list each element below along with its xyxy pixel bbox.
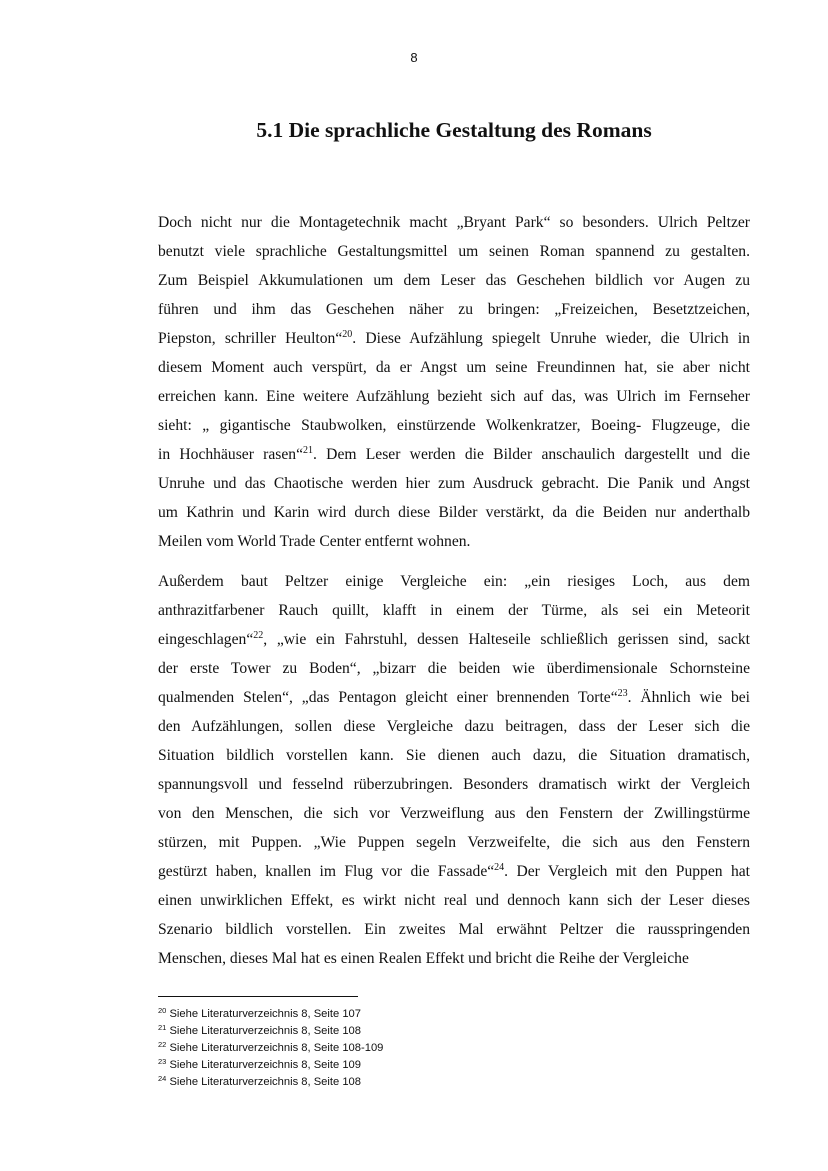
- text-line: [158, 596, 750, 625]
- text-line: [158, 527, 750, 556]
- text-line: [158, 324, 750, 353]
- text-line: [158, 712, 750, 741]
- line-text: benutzt viele sprachliche Gestaltungsmittel um seinen Roman spannend zu gestalten.: [158, 243, 750, 260]
- footnote-number: 23: [158, 1057, 167, 1066]
- footnote-number: 21: [158, 1023, 167, 1032]
- line-text: gestürzt haben, knallen im Flug vor die Fassade“: [158, 863, 495, 880]
- text-line: [158, 353, 750, 382]
- line-text: führen und ihm das Geschehen näher zu bringen: „Freizeichen, Besetztzeichen,: [158, 301, 750, 318]
- text-line: [158, 741, 750, 770]
- footnote: [158, 1057, 383, 1074]
- line-text: anthrazitfarbener Rauch quillt, klafft in einem der Türme, als sei ein Meteorit: [158, 602, 750, 619]
- footnote: [158, 1006, 383, 1023]
- text-line: [158, 654, 750, 683]
- line-text: erreichen kann. Eine weitere Aufzählung bezieht sich auf das, was Ulrich im Fernseher: [158, 388, 750, 405]
- line-text: Piepston, schriller Heulton“: [158, 330, 343, 347]
- paragraph-2: [158, 567, 750, 973]
- text-line: [158, 208, 750, 237]
- line-text: Zum Beispiel Akkumulationen um dem Leser das Geschehen bildlich vor Augen zu: [158, 272, 750, 289]
- footnote-text: Siehe Literaturverzeichnis 8, Seite 108-109: [166, 1042, 384, 1054]
- line-text: Doch nicht nur die Montagetechnik macht „Bryant Park“ so besonders. Ulrich Peltzer: [158, 214, 750, 231]
- text-line: [158, 498, 750, 527]
- text-line: [158, 799, 750, 828]
- text-line: [158, 237, 750, 266]
- text-line: [158, 411, 750, 440]
- line-text: Meilen vom World Trade Center entfernt wohnen.: [158, 533, 471, 550]
- line-text: . Dem Leser werden die Bilder anschaulich dargestellt und die: [313, 446, 750, 463]
- text-line: [158, 469, 750, 498]
- text-line: [158, 266, 750, 295]
- line-text: Menschen, dieses Mal hat es einen Realen Effekt und bricht die Reihe der Vergleiche: [158, 950, 689, 967]
- footnote-text: Siehe Literaturverzeichnis 8, Seite 108: [166, 1076, 361, 1088]
- footnotes: [158, 1006, 383, 1091]
- section-heading: 5.1 Die sprachliche Gestaltung des Romans: [256, 118, 652, 142]
- line-text: . Diese Aufzählung spiegelt Unruhe wieder, die Ulrich in: [352, 330, 750, 347]
- text-line: [158, 625, 750, 654]
- text-line: [158, 683, 750, 712]
- line-text: in Hochhäuser rasen“: [158, 446, 303, 463]
- footnote-reference: 21: [303, 445, 313, 456]
- line-text: sieht: „ gigantische Staubwolken, einstürzende Wolkenkratzer, Boeing- Flugzeuge, die: [158, 417, 750, 434]
- text-line: [158, 382, 750, 411]
- line-text: spannungsvoll und fesselnd rüberzubringen. Besonders dramatisch wirkt der Vergleich: [158, 776, 750, 793]
- footnote: [158, 1040, 383, 1057]
- line-text: Szenario bildlich vorstellen. Ein zweites Mal erwähnt Peltzer die rausspringenden: [158, 921, 750, 938]
- line-text: Unruhe und das Chaotische werden hier zum Ausdruck gebracht. Die Panik und Angst: [158, 475, 750, 492]
- footnote-separator: [158, 996, 358, 997]
- line-text: der erste Tower zu Boden“, „bizarr die beiden wie überdimensionale Schornsteine: [158, 660, 750, 677]
- footnote-text: Siehe Literaturverzeichnis 8, Seite 107: [166, 1008, 361, 1020]
- line-text: um Kathrin und Karin wird durch diese Bilder verstärkt, da die Beiden nur anderthalb: [158, 504, 750, 521]
- text-line: [158, 857, 750, 886]
- footnote-number: 20: [158, 1006, 167, 1015]
- footnote-text: Siehe Literaturverzeichnis 8, Seite 108: [166, 1025, 361, 1037]
- footnote: [158, 1023, 383, 1040]
- line-text: eingeschlagen“: [158, 631, 254, 648]
- footnote-reference: 20: [342, 329, 353, 340]
- line-text: . Ähnlich wie bei: [627, 689, 750, 706]
- paragraph-1: [158, 208, 750, 556]
- text-line: [158, 944, 750, 973]
- footnote-reference: 22: [253, 630, 264, 641]
- footnote-text: Siehe Literaturverzeichnis 8, Seite 109: [166, 1059, 361, 1071]
- footnote-reference: 24: [494, 862, 505, 873]
- line-text: von den Menschen, die sich vor Verzweiflung aus den Fenstern der Zwillingstürme: [158, 805, 750, 822]
- text-line: [158, 567, 750, 596]
- text-line: [158, 886, 750, 915]
- line-text: stürzen, mit Puppen. „Wie Puppen segeln Verzweifelte, die sich aus den Fenstern: [158, 834, 750, 851]
- footnote-number: 24: [158, 1074, 167, 1083]
- line-text: einen unwirklichen Effekt, es wirkt nicht real und dennoch kann sich der Leser dieses: [158, 892, 750, 909]
- line-text: . Der Vergleich mit den Puppen hat: [504, 863, 750, 880]
- line-text: , „wie ein Fahrstuhl, dessen Halteseile schließlich gerissen sind, sackt: [263, 631, 750, 648]
- page-number: 8: [410, 50, 418, 65]
- line-text: Außerdem baut Peltzer einige Vergleiche ein: „ein riesiges Loch, aus dem: [158, 573, 750, 590]
- line-text: qualmenden Stelen“, „das Pentagon gleicht einer brennenden Torte“: [158, 689, 618, 706]
- line-text: den Aufzählungen, sollen diese Vergleiche dazu beitragen, dass der Leser sich die: [158, 718, 750, 735]
- text-line: [158, 828, 750, 857]
- footnote-number: 22: [158, 1040, 167, 1049]
- line-text: diesem Moment auch verspürt, da er Angst um seine Freundinnen hat, sie aber nicht: [158, 359, 750, 376]
- footnote-reference: 23: [617, 688, 628, 699]
- line-text: Situation bildlich vorstellen kann. Sie dienen auch dazu, die Situation dramatisch,: [158, 747, 750, 764]
- footnote: [158, 1074, 383, 1091]
- text-line: [158, 295, 750, 324]
- text-line: [158, 770, 750, 799]
- text-line: [158, 915, 750, 944]
- text-line: [158, 440, 750, 469]
